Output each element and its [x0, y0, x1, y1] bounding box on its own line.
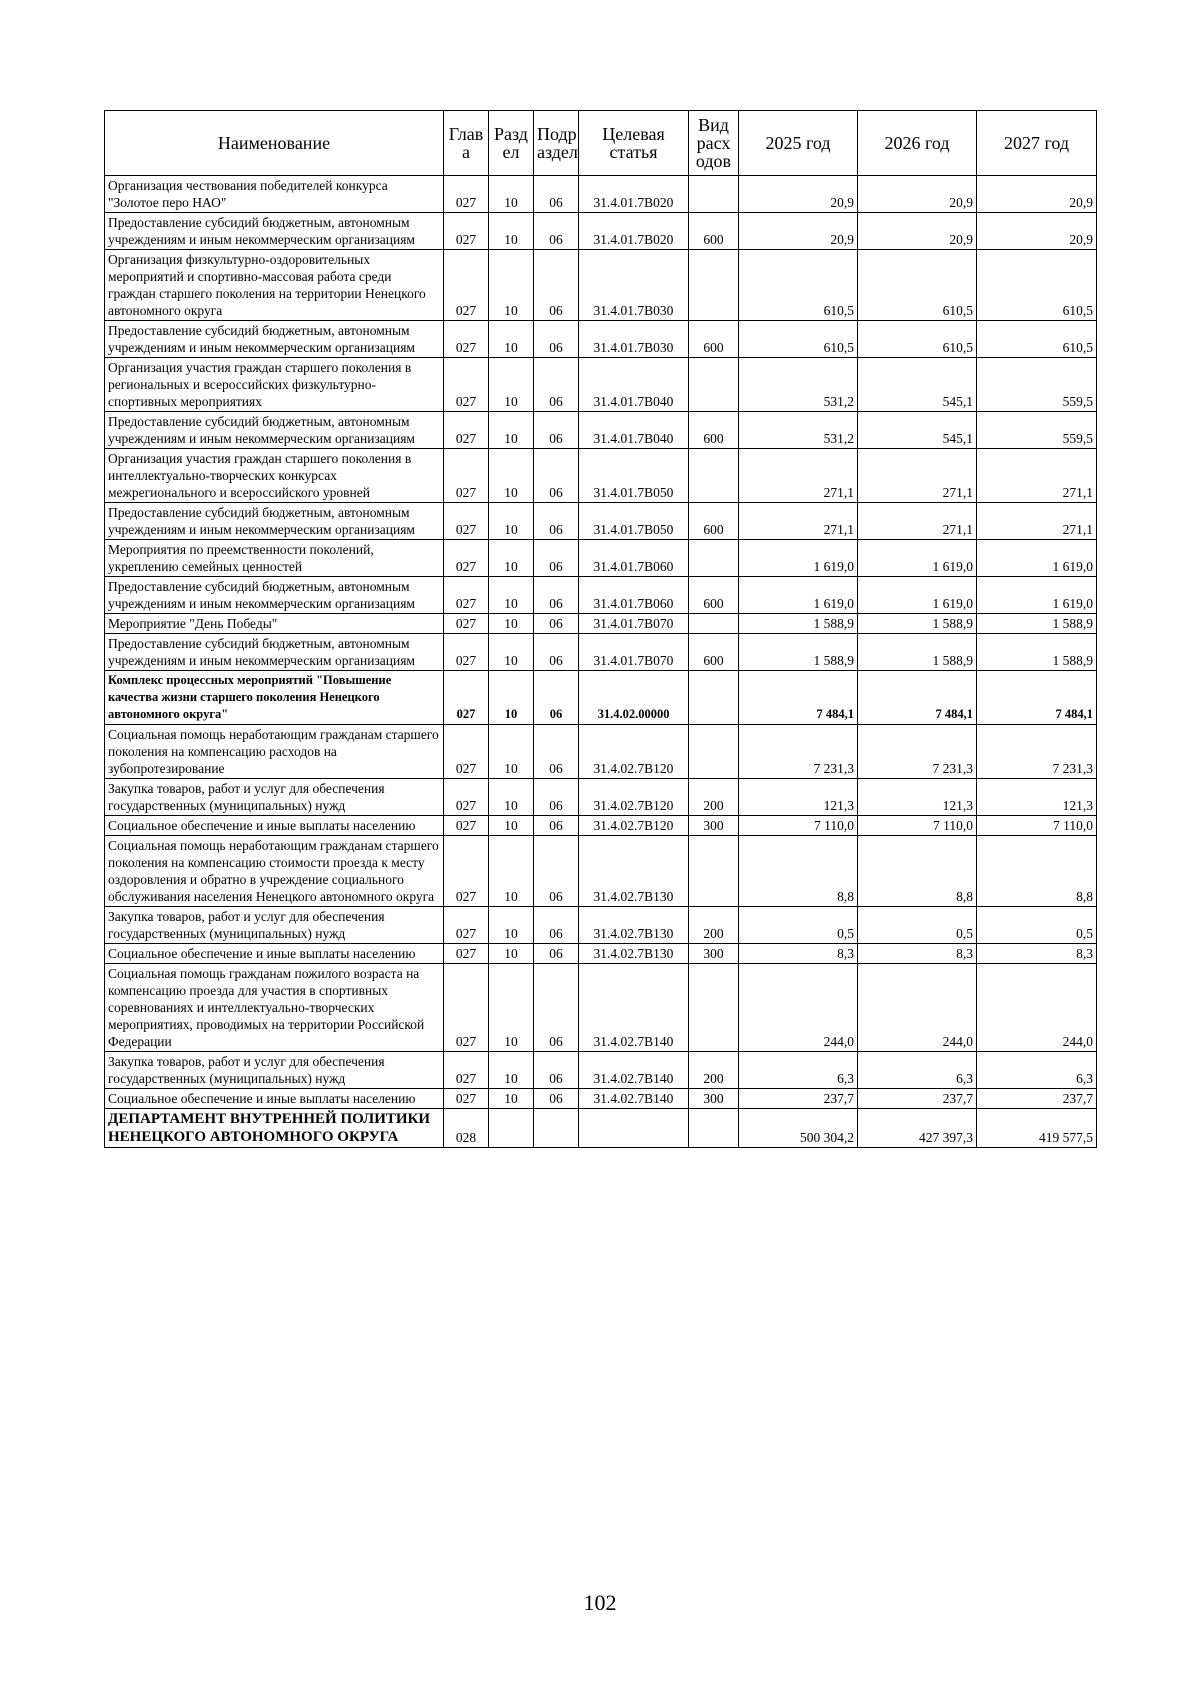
row-amount-2027-cell: 20,9 [977, 213, 1097, 250]
row-subsection-cell: 06 [534, 907, 579, 944]
row-section-cell: 10 [489, 213, 534, 250]
row-expense-type-cell: 600 [689, 213, 739, 250]
table-body [105, 176, 1097, 1148]
row-subsection-cell: 06 [534, 816, 579, 836]
row-amount-2026-cell: 0,5 [858, 907, 977, 944]
row-amount-2027-cell: 559,5 [977, 412, 1097, 449]
row-amount-2025-cell: 8,8 [739, 836, 858, 907]
row-chapter-cell: 027 [444, 321, 489, 358]
row-target-article-cell: 31.4.01.7В050 [579, 503, 689, 540]
row-amount-2025-cell: 121,3 [739, 779, 858, 816]
row-target-article-cell [579, 1109, 689, 1148]
row-section-cell [489, 1109, 534, 1148]
row-chapter-cell: 027 [444, 503, 489, 540]
table-row [105, 964, 1097, 1052]
row-section-cell: 10 [489, 1052, 534, 1089]
row-subsection-cell: 06 [534, 964, 579, 1052]
row-amount-2025-cell: 7 110,0 [739, 816, 858, 836]
row-amount-2026-cell: 1 588,9 [858, 614, 977, 634]
row-chapter-cell: 027 [444, 816, 489, 836]
row-expense-type-cell: 300 [689, 944, 739, 964]
table-row [105, 907, 1097, 944]
row-name-cell: Предоставление субсидий бюджетным, автономным учреждениям и иным некоммерческим организациям [105, 412, 444, 449]
header-chapter: Глав а [444, 111, 489, 176]
row-target-article-cell: 31.4.01.7В020 [579, 176, 689, 213]
row-section-cell: 10 [489, 634, 534, 671]
table-row [105, 1089, 1097, 1109]
row-amount-2027-cell: 419 577,5 [977, 1109, 1097, 1148]
row-subsection-cell: 06 [534, 944, 579, 964]
row-name-cell: Предоставление субсидий бюджетным, автономным учреждениям и иным некоммерческим организациям [105, 634, 444, 671]
row-amount-2026-cell: 271,1 [858, 503, 977, 540]
row-section-cell: 10 [489, 176, 534, 213]
row-chapter-cell: 027 [444, 358, 489, 412]
row-target-article-cell: 31.4.01.7В020 [579, 213, 689, 250]
table-row [105, 634, 1097, 671]
row-amount-2026-cell: 427 397,3 [858, 1109, 977, 1148]
row-amount-2025-cell: 610,5 [739, 250, 858, 321]
row-expense-type-cell: 600 [689, 634, 739, 671]
row-chapter-cell: 027 [444, 250, 489, 321]
row-subsection-cell: 06 [534, 449, 579, 503]
row-chapter-cell: 027 [444, 671, 489, 725]
row-expense-type-cell: 600 [689, 503, 739, 540]
row-name-cell: Закупка товаров, работ и услуг для обеспечения государственных (муниципальных) нужд [105, 779, 444, 816]
row-subsection-cell: 06 [534, 725, 579, 779]
row-chapter-cell: 027 [444, 412, 489, 449]
row-amount-2026-cell: 6,3 [858, 1052, 977, 1089]
row-section-cell: 10 [489, 250, 534, 321]
table-row [105, 213, 1097, 250]
row-expense-type-cell [689, 725, 739, 779]
row-section-cell: 10 [489, 944, 534, 964]
row-chapter-cell: 027 [444, 634, 489, 671]
row-chapter-cell: 027 [444, 1052, 489, 1089]
row-amount-2025-cell: 1 619,0 [739, 577, 858, 614]
row-chapter-cell: 027 [444, 577, 489, 614]
row-amount-2027-cell: 7 484,1 [977, 671, 1097, 725]
row-chapter-cell: 027 [444, 779, 489, 816]
page-number: 102 [583, 1590, 617, 1615]
row-expense-type-cell: 600 [689, 412, 739, 449]
row-subsection-cell: 06 [534, 321, 579, 358]
row-expense-type-cell [689, 836, 739, 907]
table-row [105, 577, 1097, 614]
row-chapter-cell: 028 [444, 1109, 489, 1148]
row-amount-2025-cell: 0,5 [739, 907, 858, 944]
row-target-article-cell: 31.4.01.7В030 [579, 321, 689, 358]
row-amount-2025-cell: 1 588,9 [739, 614, 858, 634]
header-name: Наименование [105, 111, 444, 176]
table-row [105, 321, 1097, 358]
table-row [105, 1109, 1097, 1148]
table-row [105, 671, 1097, 725]
row-subsection-cell: 06 [534, 250, 579, 321]
header-section: Разд ел [489, 111, 534, 176]
row-amount-2026-cell: 244,0 [858, 964, 977, 1052]
row-name-cell: Мероприятие "День Победы" [105, 614, 444, 634]
table-row [105, 779, 1097, 816]
row-amount-2026-cell: 7 484,1 [858, 671, 977, 725]
row-amount-2027-cell: 271,1 [977, 503, 1097, 540]
row-chapter-cell: 027 [444, 213, 489, 250]
row-section-cell: 10 [489, 540, 534, 577]
row-name-cell: Организация участия граждан старшего поколения в региональных и всероссийских физкультурно-спортивных мероприятиях [105, 358, 444, 412]
row-amount-2025-cell: 237,7 [739, 1089, 858, 1109]
row-amount-2026-cell: 1 619,0 [858, 577, 977, 614]
row-name-cell: Мероприятия по преемственности поколений, укреплению семейных ценностей [105, 540, 444, 577]
row-target-article-cell: 31.4.01.7В060 [579, 540, 689, 577]
row-expense-type-cell: 300 [689, 1089, 739, 1109]
table-row [105, 503, 1097, 540]
row-chapter-cell: 027 [444, 449, 489, 503]
row-subsection-cell: 06 [534, 540, 579, 577]
table-row [105, 176, 1097, 213]
row-expense-type-cell [689, 250, 739, 321]
row-section-cell: 10 [489, 816, 534, 836]
row-amount-2026-cell: 237,7 [858, 1089, 977, 1109]
row-subsection-cell: 06 [534, 1089, 579, 1109]
row-amount-2025-cell: 7 231,3 [739, 725, 858, 779]
row-amount-2026-cell: 121,3 [858, 779, 977, 816]
row-subsection-cell: 06 [534, 213, 579, 250]
row-section-cell: 10 [489, 358, 534, 412]
row-section-cell: 10 [489, 836, 534, 907]
row-amount-2025-cell: 6,3 [739, 1052, 858, 1089]
row-amount-2027-cell: 8,3 [977, 944, 1097, 964]
row-expense-type-cell [689, 614, 739, 634]
header-year-2025: 2025 год [739, 111, 858, 176]
row-amount-2027-cell: 610,5 [977, 250, 1097, 321]
row-subsection-cell: 06 [534, 671, 579, 725]
table-row [105, 944, 1097, 964]
row-amount-2026-cell: 1 619,0 [858, 540, 977, 577]
row-section-cell: 10 [489, 907, 534, 944]
row-amount-2025-cell: 500 304,2 [739, 1109, 858, 1148]
row-expense-type-cell [689, 358, 739, 412]
row-amount-2027-cell: 610,5 [977, 321, 1097, 358]
row-expense-type-cell: 200 [689, 1052, 739, 1089]
row-expense-type-cell [689, 671, 739, 725]
row-target-article-cell: 31.4.02.7В120 [579, 725, 689, 779]
row-name-cell: Предоставление субсидий бюджетным, автономным учреждениям и иным некоммерческим организациям [105, 213, 444, 250]
row-amount-2027-cell: 8,8 [977, 836, 1097, 907]
row-amount-2026-cell: 8,8 [858, 836, 977, 907]
row-name-cell: Организация участия граждан старшего поколения в интеллектуально-творческих конкурсах межрегионального и всероссийского уровней [105, 449, 444, 503]
row-target-article-cell: 31.4.01.7В040 [579, 412, 689, 449]
row-expense-type-cell: 300 [689, 816, 739, 836]
row-amount-2025-cell: 7 484,1 [739, 671, 858, 725]
row-amount-2027-cell: 1 619,0 [977, 540, 1097, 577]
row-chapter-cell: 027 [444, 1089, 489, 1109]
header-expense-type: Вид расх одов [689, 111, 739, 176]
row-amount-2026-cell: 20,9 [858, 176, 977, 213]
row-amount-2026-cell: 20,9 [858, 213, 977, 250]
table-row [105, 449, 1097, 503]
row-section-cell: 10 [489, 412, 534, 449]
row-target-article-cell: 31.4.01.7В030 [579, 250, 689, 321]
row-section-cell: 10 [489, 964, 534, 1052]
table-row [105, 1052, 1097, 1089]
row-amount-2025-cell: 20,9 [739, 176, 858, 213]
table-row [105, 412, 1097, 449]
row-name-cell: Комплекс процессных мероприятий "Повышение качества жизни старшего поколения Ненецкого автономного округа" [105, 671, 444, 725]
row-subsection-cell: 06 [534, 836, 579, 907]
row-name-cell: ДЕПАРТАМЕНТ ВНУТРЕННЕЙ ПОЛИТИКИ НЕНЕЦКОГО АВТОНОМНОГО ОКРУГА [105, 1109, 444, 1148]
row-section-cell: 10 [489, 725, 534, 779]
table-row [105, 540, 1097, 577]
table-header-row [105, 111, 1097, 176]
row-name-cell: Социальное обеспечение и иные выплаты населению [105, 1089, 444, 1109]
row-expense-type-cell [689, 1109, 739, 1148]
row-amount-2025-cell: 1 588,9 [739, 634, 858, 671]
row-target-article-cell: 31.4.02.00000 [579, 671, 689, 725]
row-expense-type-cell [689, 449, 739, 503]
row-subsection-cell: 06 [534, 614, 579, 634]
row-chapter-cell: 027 [444, 725, 489, 779]
row-target-article-cell: 31.4.02.7В130 [579, 944, 689, 964]
row-target-article-cell: 31.4.02.7В140 [579, 1052, 689, 1089]
header-year-2027: 2027 год [977, 111, 1097, 176]
row-target-article-cell: 31.4.02.7В140 [579, 964, 689, 1052]
row-target-article-cell: 31.4.02.7В130 [579, 836, 689, 907]
row-subsection-cell: 06 [534, 176, 579, 213]
row-target-article-cell: 31.4.02.7В130 [579, 907, 689, 944]
row-subsection-cell: 06 [534, 577, 579, 614]
row-amount-2026-cell: 7 110,0 [858, 816, 977, 836]
table-row [105, 250, 1097, 321]
row-chapter-cell: 027 [444, 176, 489, 213]
row-target-article-cell: 31.4.01.7В060 [579, 577, 689, 614]
row-amount-2025-cell: 610,5 [739, 321, 858, 358]
row-amount-2027-cell: 0,5 [977, 907, 1097, 944]
row-expense-type-cell: 200 [689, 907, 739, 944]
table-row [105, 614, 1097, 634]
row-section-cell: 10 [489, 321, 534, 358]
row-amount-2026-cell: 7 231,3 [858, 725, 977, 779]
row-subsection-cell: 06 [534, 412, 579, 449]
row-name-cell: Предоставление субсидий бюджетным, автономным учреждениям и иным некоммерческим организациям [105, 321, 444, 358]
budget-table [104, 110, 1097, 1148]
row-amount-2026-cell: 545,1 [858, 412, 977, 449]
row-amount-2026-cell: 610,5 [858, 321, 977, 358]
row-amount-2025-cell: 244,0 [739, 964, 858, 1052]
row-name-cell: Закупка товаров, работ и услуг для обеспечения государственных (муниципальных) нужд [105, 907, 444, 944]
row-amount-2027-cell: 20,9 [977, 176, 1097, 213]
row-chapter-cell: 027 [444, 907, 489, 944]
row-expense-type-cell [689, 540, 739, 577]
header-year-2026: 2026 год [858, 111, 977, 176]
row-amount-2025-cell: 271,1 [739, 449, 858, 503]
row-subsection-cell: 06 [534, 779, 579, 816]
row-name-cell: Организация чествования победителей конкурса "Золотое перо НАО" [105, 176, 444, 213]
row-amount-2027-cell: 244,0 [977, 964, 1097, 1052]
row-target-article-cell: 31.4.01.7В040 [579, 358, 689, 412]
row-amount-2026-cell: 545,1 [858, 358, 977, 412]
row-amount-2026-cell: 271,1 [858, 449, 977, 503]
row-section-cell: 10 [489, 577, 534, 614]
row-subsection-cell: 06 [534, 358, 579, 412]
row-expense-type-cell: 600 [689, 321, 739, 358]
row-name-cell: Социальная помощь неработающим гражданам старшего поколения на компенсацию стоимости проезда к месту оздоровления и обратно в учреждение социального обслуживания населения Ненецкого автономного округа [105, 836, 444, 907]
row-amount-2026-cell: 610,5 [858, 250, 977, 321]
row-name-cell: Организация физкультурно-оздоровительных мероприятий и спортивно-массовая работа среди граждан старшего поколения на территории Ненецкого автономного округа [105, 250, 444, 321]
header-target-article: Целевая статья [579, 111, 689, 176]
row-name-cell: Социальная помощь неработающим гражданам старшего поколения на компенсацию расходов на зубопротезирование [105, 725, 444, 779]
row-name-cell: Социальная помощь гражданам пожилого возраста на компенсацию проезда для участия в спортивных соревнованиях и интеллектуально-творческих мероприятиях, проводимых на территории Российской Федерации [105, 964, 444, 1052]
row-name-cell: Социальное обеспечение и иные выплаты населению [105, 816, 444, 836]
row-amount-2027-cell: 1 588,9 [977, 614, 1097, 634]
row-section-cell: 10 [489, 671, 534, 725]
row-amount-2027-cell: 559,5 [977, 358, 1097, 412]
row-expense-type-cell: 200 [689, 779, 739, 816]
row-chapter-cell: 027 [444, 614, 489, 634]
row-subsection-cell: 06 [534, 1052, 579, 1089]
row-amount-2026-cell: 8,3 [858, 944, 977, 964]
row-section-cell: 10 [489, 779, 534, 816]
row-amount-2025-cell: 531,2 [739, 358, 858, 412]
row-amount-2027-cell: 1 588,9 [977, 634, 1097, 671]
table-row [105, 358, 1097, 412]
table-row [105, 836, 1097, 907]
row-amount-2025-cell: 531,2 [739, 412, 858, 449]
row-amount-2027-cell: 7 231,3 [977, 725, 1097, 779]
row-name-cell: Предоставление субсидий бюджетным, автономным учреждениям и иным некоммерческим организациям [105, 577, 444, 614]
row-section-cell: 10 [489, 503, 534, 540]
row-subsection-cell: 06 [534, 503, 579, 540]
row-name-cell: Предоставление субсидий бюджетным, автономным учреждениям и иным некоммерческим организациям [105, 503, 444, 540]
row-chapter-cell: 027 [444, 944, 489, 964]
row-target-article-cell: 31.4.01.7В070 [579, 634, 689, 671]
table-row [105, 816, 1097, 836]
row-name-cell: Закупка товаров, работ и услуг для обеспечения государственных (муниципальных) нужд [105, 1052, 444, 1089]
table-row [105, 725, 1097, 779]
row-expense-type-cell [689, 176, 739, 213]
row-amount-2025-cell: 271,1 [739, 503, 858, 540]
row-subsection-cell [534, 1109, 579, 1148]
row-amount-2025-cell: 20,9 [739, 213, 858, 250]
row-target-article-cell: 31.4.02.7В140 [579, 1089, 689, 1109]
row-expense-type-cell [689, 964, 739, 1052]
row-amount-2025-cell: 8,3 [739, 944, 858, 964]
row-chapter-cell: 027 [444, 964, 489, 1052]
row-section-cell: 10 [489, 449, 534, 503]
row-expense-type-cell: 600 [689, 577, 739, 614]
row-amount-2027-cell: 1 619,0 [977, 577, 1097, 614]
row-chapter-cell: 027 [444, 540, 489, 577]
row-amount-2027-cell: 7 110,0 [977, 816, 1097, 836]
row-amount-2025-cell: 1 619,0 [739, 540, 858, 577]
row-amount-2027-cell: 237,7 [977, 1089, 1097, 1109]
row-amount-2027-cell: 6,3 [977, 1052, 1097, 1089]
row-target-article-cell: 31.4.02.7В120 [579, 779, 689, 816]
row-chapter-cell: 027 [444, 836, 489, 907]
row-target-article-cell: 31.4.02.7В120 [579, 816, 689, 836]
row-section-cell: 10 [489, 1089, 534, 1109]
row-amount-2027-cell: 121,3 [977, 779, 1097, 816]
row-subsection-cell: 06 [534, 634, 579, 671]
row-target-article-cell: 31.4.01.7В050 [579, 449, 689, 503]
row-amount-2027-cell: 271,1 [977, 449, 1097, 503]
row-section-cell: 10 [489, 614, 534, 634]
row-amount-2026-cell: 1 588,9 [858, 634, 977, 671]
row-name-cell: Социальное обеспечение и иные выплаты населению [105, 944, 444, 964]
header-subsection: Подр аздел [534, 111, 579, 176]
row-target-article-cell: 31.4.01.7В070 [579, 614, 689, 634]
